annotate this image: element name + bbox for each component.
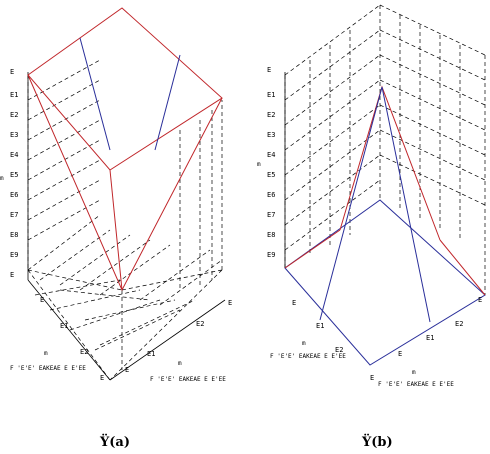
panel-a: [0, 8, 232, 450]
panel-b: [257, 5, 485, 450]
x-tick: E: [370, 374, 375, 382]
z-tick: E2: [10, 111, 19, 119]
x-tick: E2: [80, 348, 89, 356]
panel-a-y-caption-unit: m: [178, 360, 182, 367]
y-tick: E1: [426, 334, 435, 342]
z-tick: E8: [10, 231, 19, 239]
panel-a-z-label: m: [0, 175, 4, 182]
z-tick: E3: [267, 131, 276, 139]
y-tick: E: [398, 350, 403, 358]
z-tick: E: [10, 68, 15, 76]
z-tick: E1: [10, 91, 19, 99]
panel-a-y-caption: F 'E'E' EAKEAE E E'EE: [150, 376, 226, 383]
z-tick: E: [267, 66, 272, 74]
panel-b-y-caption: F 'E'E' EAKEAE E E'EE: [378, 381, 454, 388]
x-tick: E2: [335, 346, 344, 354]
y-tick: E2: [196, 320, 205, 328]
panel-b-y-caption-unit: m: [412, 369, 416, 376]
z-tick: E7: [267, 211, 276, 219]
z-tick: E2: [267, 111, 276, 119]
x-tick: E: [292, 299, 297, 307]
z-tick: E7: [10, 211, 19, 219]
panel-b-z-label: m: [257, 161, 261, 168]
z-tick: E6: [10, 191, 19, 199]
panel-b-x-caption-unit: m: [302, 340, 306, 347]
x-tick: E: [40, 296, 45, 304]
panel-b-y-ticks: [398, 296, 482, 358]
z-tick: E: [10, 271, 15, 279]
panel-a-x-caption: F 'E'E' EAKEAE E E'EE: [10, 365, 86, 372]
y-tick: E: [125, 366, 130, 374]
x-tick: E1: [60, 322, 69, 330]
z-tick: E8: [267, 231, 276, 239]
z-tick: E6: [267, 191, 276, 199]
z-tick: E1: [267, 91, 276, 99]
z-tick: E3: [10, 131, 19, 139]
z-tick: E5: [10, 171, 19, 179]
z-tick: E9: [267, 251, 276, 259]
y-tick: E2: [455, 320, 464, 328]
panel-a-z-ticks: [10, 68, 18, 279]
y-tick: E1: [147, 350, 156, 358]
panel-b-x-caption: F 'E'E' EAKEAE E E'EE: [270, 353, 346, 360]
y-tick: E: [478, 296, 483, 304]
x-tick: E1: [316, 322, 325, 330]
z-tick: E4: [267, 151, 276, 159]
panel-b-grid: [285, 5, 485, 295]
z-tick: E5: [267, 171, 276, 179]
panel-b-z-ticks: [267, 66, 275, 259]
y-tick: E: [228, 299, 233, 307]
z-tick: E9: [10, 251, 19, 259]
z-tick: E4: [10, 151, 19, 159]
panel-b-label: Ÿ(b): [362, 435, 393, 450]
x-tick: E: [100, 374, 105, 382]
panel-a-x-caption-unit: m: [44, 350, 48, 357]
panel-a-label: Ÿ(a): [100, 435, 131, 450]
